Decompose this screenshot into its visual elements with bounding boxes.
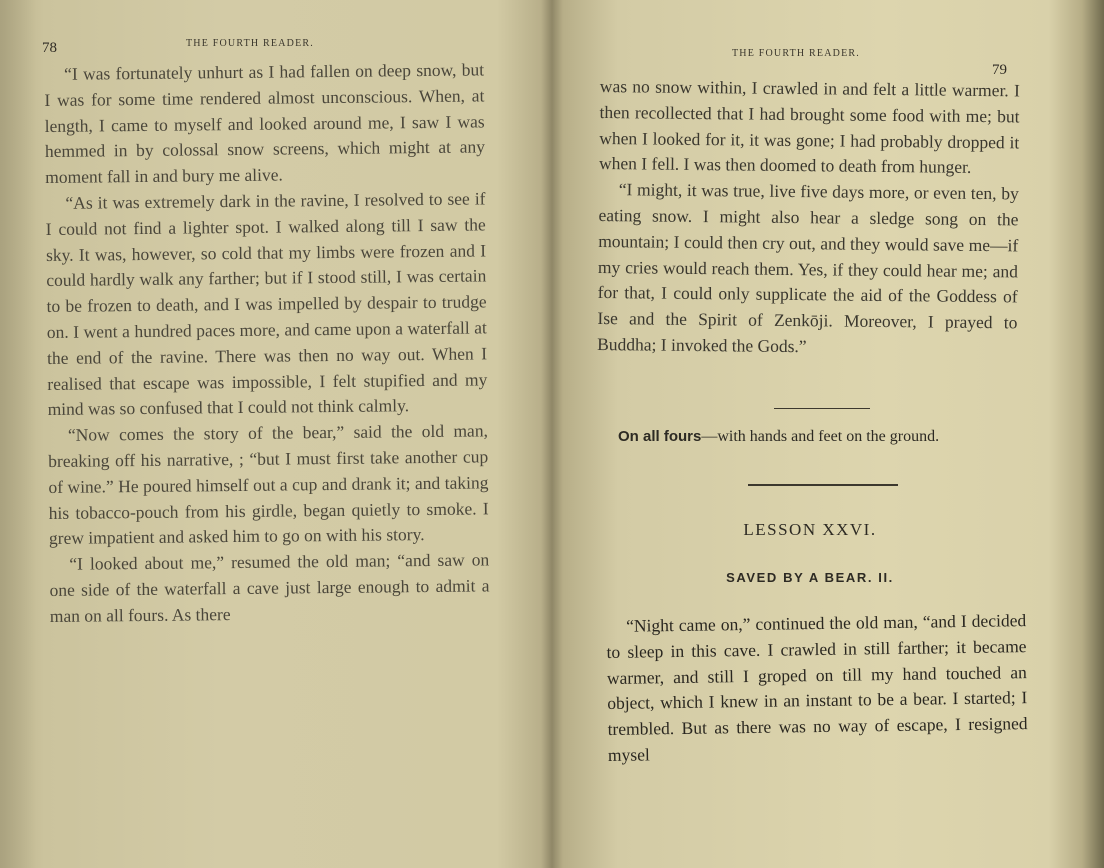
divider-rule: [774, 408, 870, 409]
left-paragraph: “As it was extremely dark in the ravine, I resolved to see if I could not find a lighter spot. I walked along till I saw the sky. It was, however, so cold that my limbs were frozen and I could hardly walk any farther; but if I stood still, I was certain to be frozen to death, and I was impelled by despair to trudge on. I went a hundred paces more, and came upon a waterfall at the end of the ravine. There was then no way out. When I realised that escape was impossible, I felt stupified and my mind was so confused that I could not think calmly.: [45, 188, 488, 420]
left-page-number: 78: [42, 40, 57, 56]
right-page-number: 79: [992, 62, 1007, 78]
page-edge-shadow: [0, 0, 36, 868]
right-running-head: THE FOURTH READER.: [732, 48, 860, 59]
right-page-body-bottom: [606, 608, 1028, 769]
left-paragraph: “I was fortunately unhurt as I had fallen on deep snow, but I was for some time rendered almost unconscious. When, at length, I came to myself and looked around me, I saw I was hemmed in by colossal snow screens, which might at any moment fall in and bury me alive.: [44, 59, 486, 188]
right-page-body-top: [597, 74, 1020, 362]
right-paragraph: was no snow within, I crawled in and felt a little warmer. I then recollected that I had brought some food with me; but when I looked for it, it was gone; I had probably dropped it when I fell. I was then doomed to death from hunger.: [598, 75, 1020, 178]
section-rule: [748, 484, 898, 486]
left-running-head: THE FOURTH READER.: [186, 38, 314, 49]
lesson-subtitle: SAVED BY A BEAR. II.: [726, 570, 894, 585]
right-paragraph: “Night came on,” continued the old man, “and I decided to sleep in this cave. I crawled in still farther; it became warmer, and still I groped on till my hand touched an object, which I knew in an instant to be a bear. I started; I trembled. But as there was no way of escape, I resigned mysel: [606, 610, 1028, 765]
right-page: [548, 0, 1080, 868]
left-paragraph: “Now comes the story of the bear,” said the old man, breaking off his narrative, ; “but I must first take another cup of wine.” He poured himself out a cup and drank it; and taking his tobacco-pouch from his girdle, began quietly to smoke. I grew impatient and asked him to go on with his story.: [48, 420, 489, 549]
left-paragraph: “I looked about me,” resumed the old man; “and saw on one side of the waterfall a cave just large enough to admit a man on all fours. As there: [49, 549, 490, 626]
left-page: [0, 0, 548, 868]
lesson-title: LESSON XXVI.: [743, 520, 877, 539]
footnote-definition: [618, 428, 1018, 446]
definition-term: On all fours: [618, 428, 702, 445]
definition-text: —with hands and feet on the ground.: [701, 428, 940, 445]
right-paragraph: “I might, it was true, live five days more, or even ten, by eating snow. I might also hear a sledge song on the mountain; I could then cry out, and they would save me—if my cries would reach them. Yes, if they could hear me; and for that, I could only supplicate the aid of the Goddess of Ise and the Spirit of Zenkōji. Moreover, I prayed to Buddha; I invoked the Gods.”: [597, 179, 1019, 357]
left-page-body: [44, 57, 490, 629]
